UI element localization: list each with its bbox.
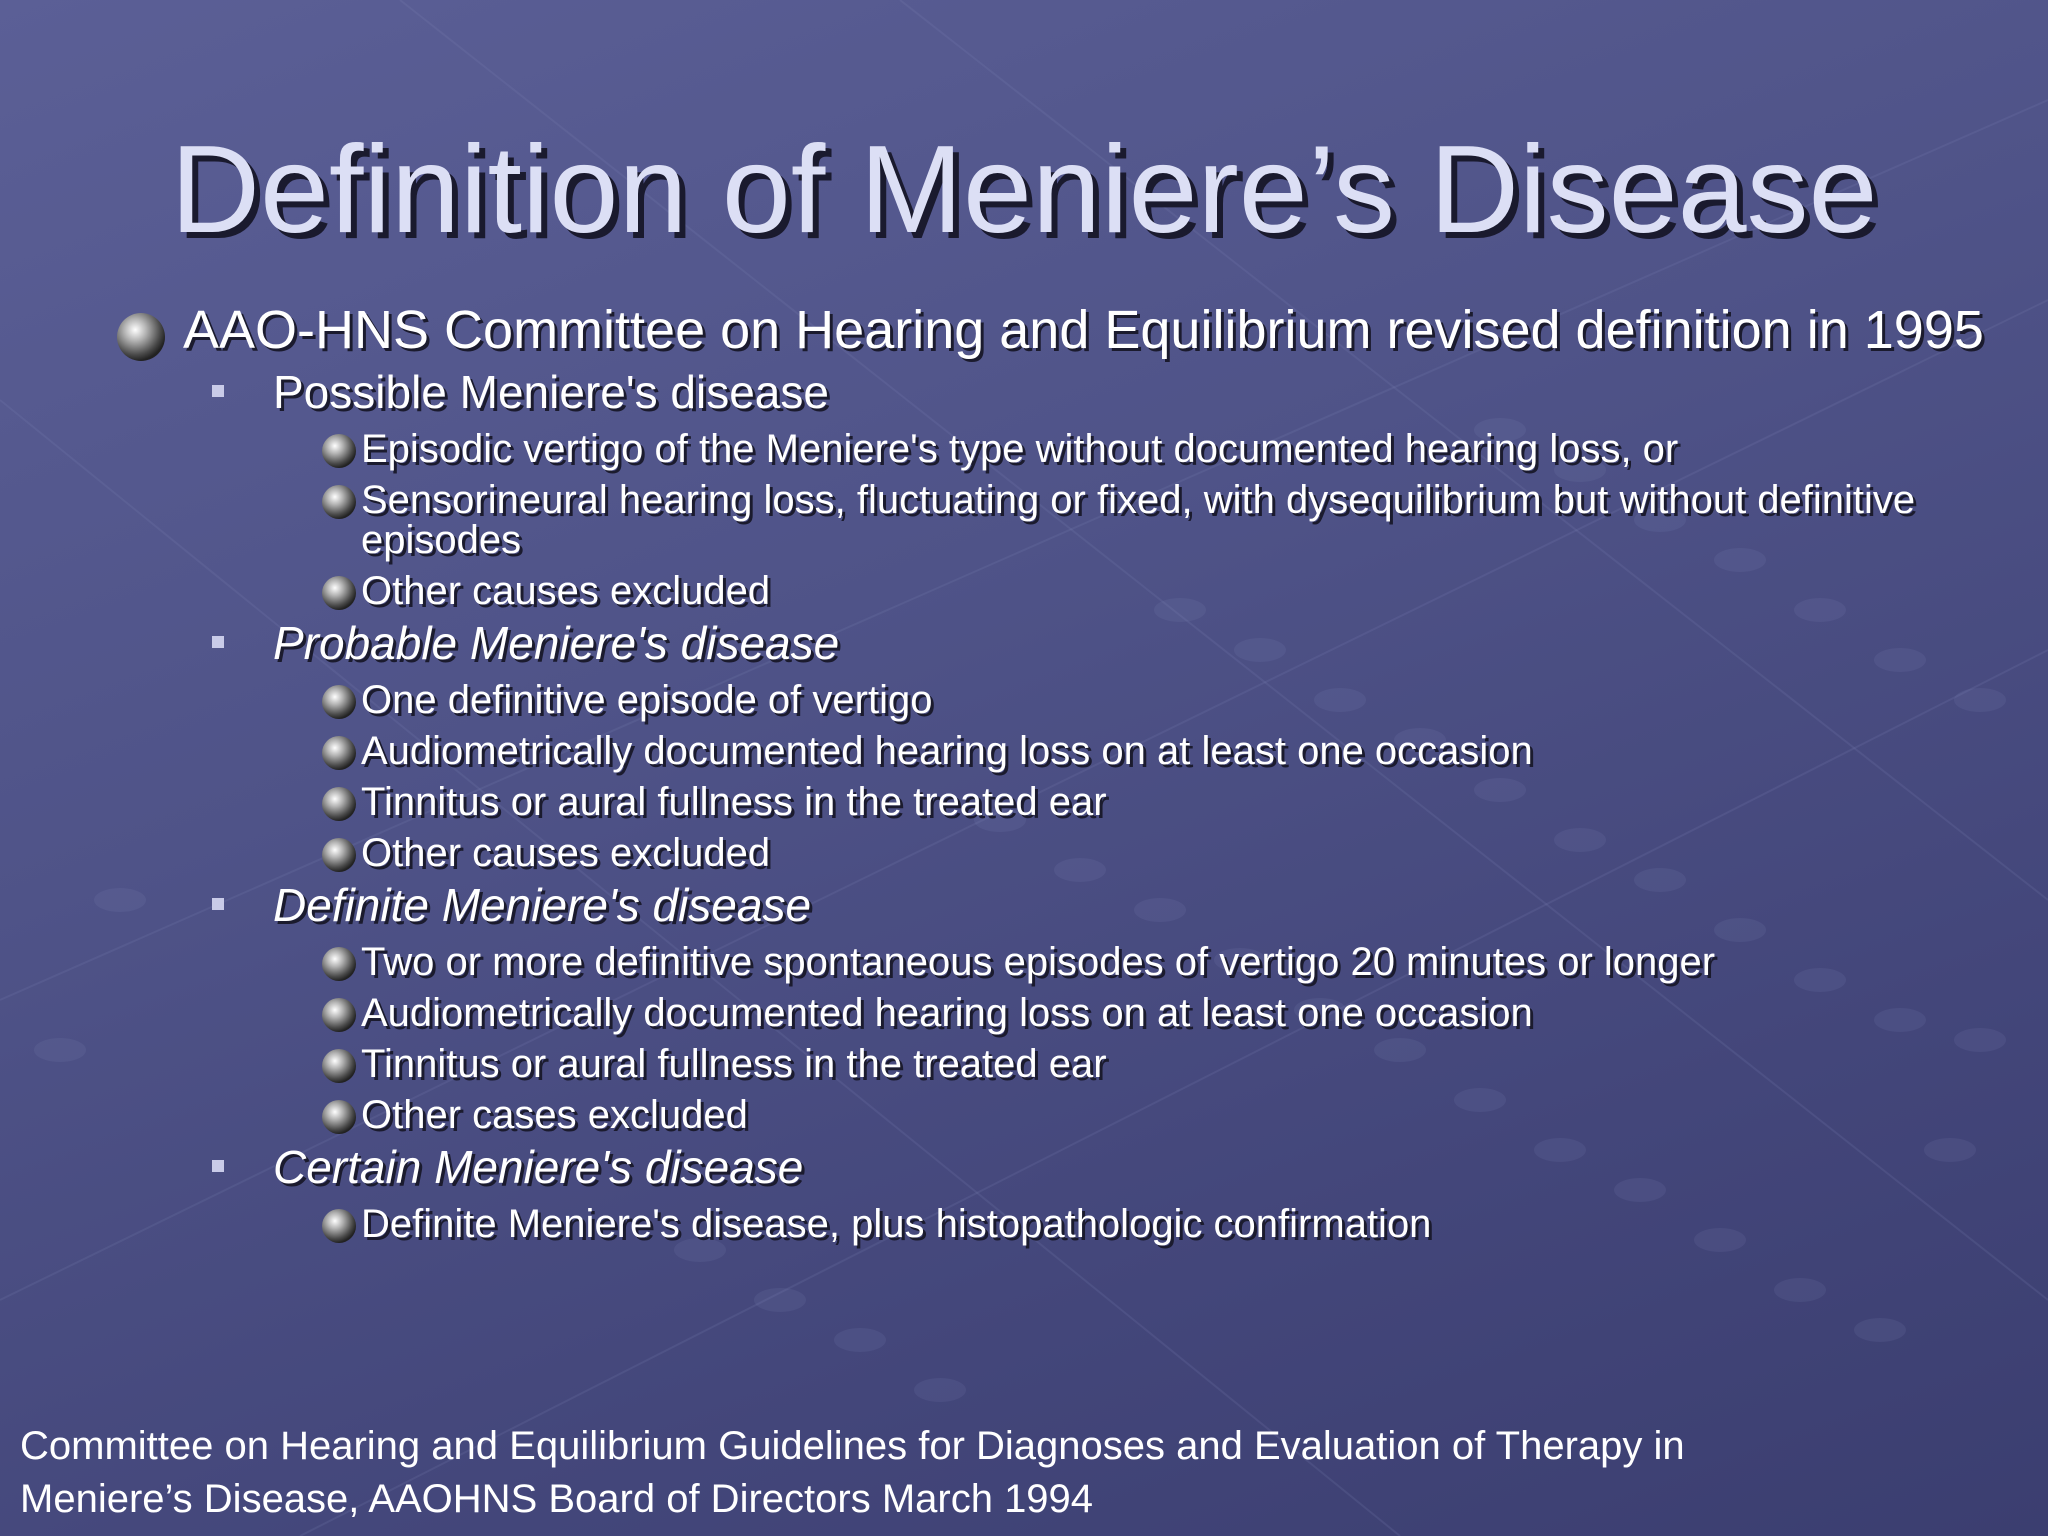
sphere-bullet-icon — [320, 945, 358, 983]
category-label: Definite Meniere's disease — [273, 879, 812, 931]
criterion-text: Definite Meniere's disease, plus histopathologic confirmation — [361, 1202, 1432, 1246]
sphere-bullet-icon — [320, 836, 358, 874]
criterion-text: Other causes excluded — [361, 831, 771, 875]
category-label: Certain Meniere's disease — [273, 1141, 804, 1193]
category-label: Probable Meniere's disease — [273, 617, 840, 669]
slide-content — [115, 300, 2005, 1246]
category-heading — [115, 366, 2005, 418]
criterion-text: Other causes excluded — [361, 569, 771, 613]
sphere-bullet-icon — [320, 1207, 358, 1245]
sphere-bullet-icon — [320, 483, 358, 521]
slide-title: Definition of Meniere’s Disease — [170, 121, 1878, 259]
criterion-text: One definitive episode of vertigo — [361, 678, 933, 722]
criterion-item — [115, 480, 2005, 560]
sphere-bullet-icon — [320, 996, 358, 1034]
square-bullet-icon — [212, 636, 224, 648]
footer-line: Meniere’s Disease, AAOHNS Board of Directors March 1994 — [20, 1477, 1094, 1521]
criterion-item — [115, 680, 2005, 720]
criterion-text: Episodic vertigo of the Meniere's type without documented hearing loss, or — [361, 427, 1679, 471]
sphere-bullet-icon — [320, 432, 358, 470]
sphere-bullet-icon — [320, 574, 358, 612]
criterion-item — [115, 942, 2005, 982]
criterion-text: Tinnitus or aural fullness in the treated ear — [361, 780, 1107, 824]
criterion-item — [115, 731, 2005, 771]
criterion-text: Tinnitus or aural fullness in the treated ear — [361, 1042, 1107, 1086]
criterion-text: Audiometrically documented hearing loss on at least one occasion — [361, 991, 1533, 1035]
category-list — [115, 366, 2005, 1244]
criterion-item — [115, 1044, 2005, 1084]
criterion-item — [115, 1204, 2005, 1244]
criterion-item — [115, 429, 2005, 469]
main-bullet-item — [115, 300, 2005, 360]
sphere-bullet-icon — [320, 734, 358, 772]
criterion-text: Two or more definitive spontaneous episodes of vertigo 20 minutes or longer — [361, 940, 1716, 984]
criterion-item — [115, 571, 2005, 611]
sphere-bullet-icon — [320, 1047, 358, 1085]
criterion-item — [115, 1095, 2005, 1135]
sphere-bullet-icon — [320, 683, 358, 721]
criterion-item — [115, 782, 2005, 822]
footer-citation — [20, 1420, 2020, 1526]
criterion-text: Sensorineural hearing loss, fluctuating or fixed, with dysequilibrium but without definitive episodes — [361, 478, 1916, 562]
criterion-text: Other cases excluded — [361, 1093, 748, 1137]
footer-line: Committee on Hearing and Equilibrium Guidelines for Diagnoses and Evaluation of Therapy in — [20, 1424, 1685, 1468]
sphere-bullet-icon — [320, 785, 358, 823]
square-bullet-icon — [212, 385, 224, 397]
sphere-bullet-icon — [115, 311, 167, 363]
sphere-bullet-icon — [320, 1098, 358, 1136]
category-label: Possible Meniere's disease — [273, 366, 829, 418]
criterion-text: Audiometrically documented hearing loss on at least one occasion — [361, 729, 1533, 773]
criterion-item — [115, 833, 2005, 873]
category-heading — [115, 879, 2005, 931]
main-bullet-text: AAO-HNS Committee on Hearing and Equilibrium revised definition in 1995 — [183, 300, 1984, 360]
criterion-item — [115, 993, 2005, 1033]
square-bullet-icon — [212, 1160, 224, 1172]
square-bullet-icon — [212, 898, 224, 910]
category-heading — [115, 617, 2005, 669]
category-heading — [115, 1141, 2005, 1193]
